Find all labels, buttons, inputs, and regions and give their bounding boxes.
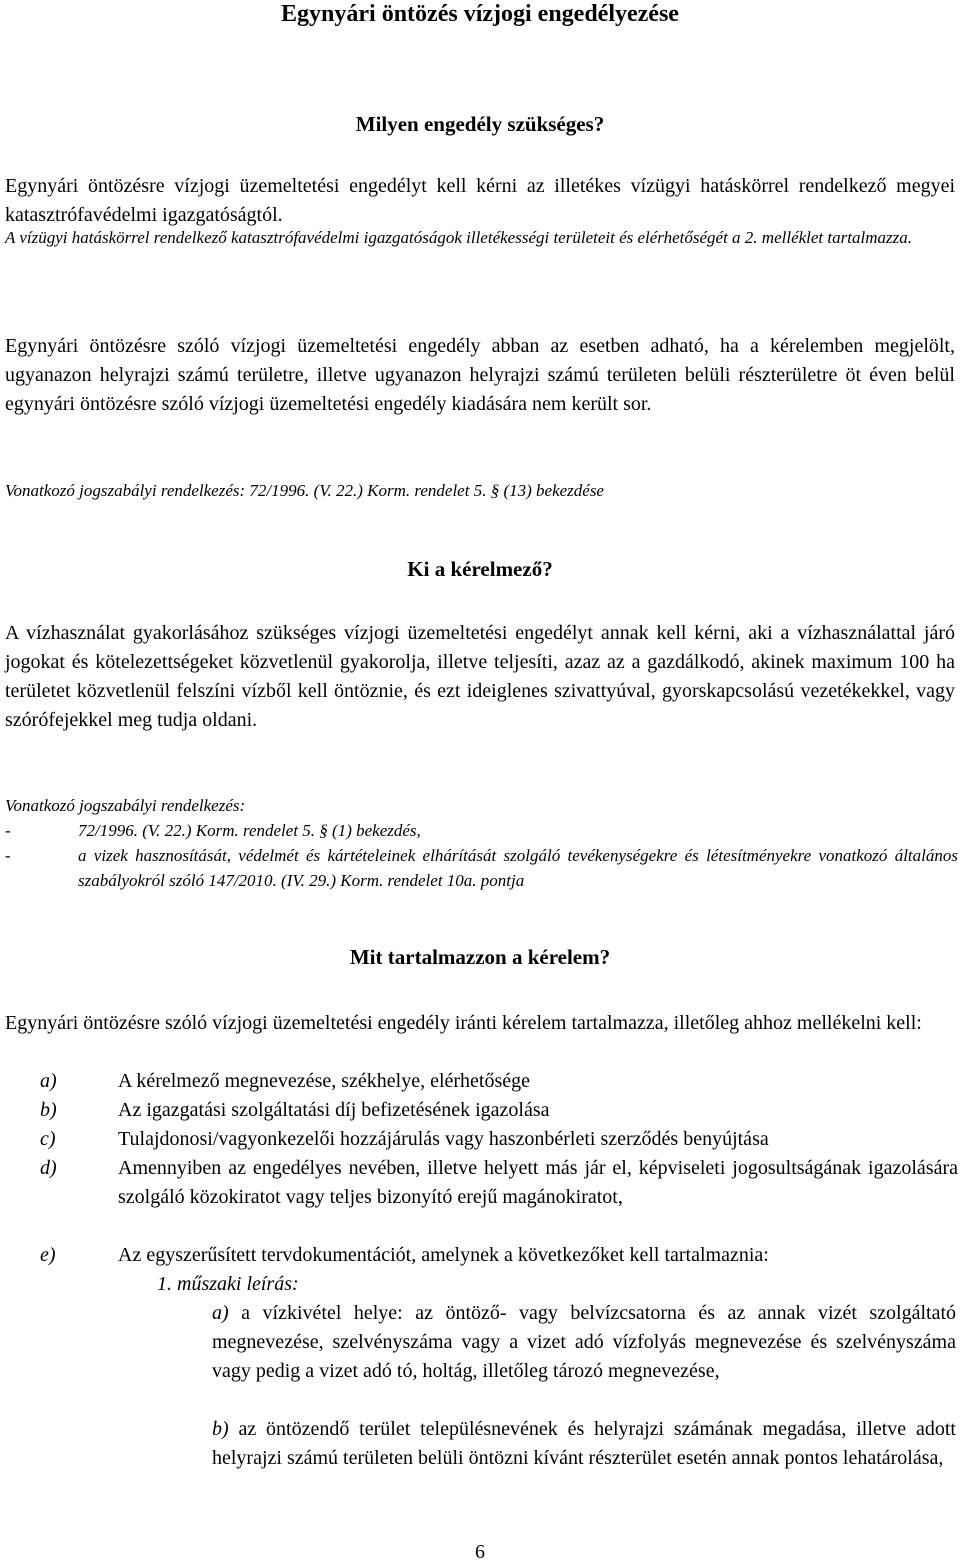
list-item-text: Az igazgatási szolgáltatási díj befizetésének igazolása <box>118 1099 550 1121</box>
sub-list-item <box>212 1299 956 1386</box>
list-item-label: e) <box>40 1244 56 1266</box>
list-item-label: a) <box>40 1070 57 1092</box>
dash-bullet: - <box>5 846 11 865</box>
paragraph-annex-note: A vízügyi hatáskörrel rendelkező katasztrófavédelmi igazgatóságok illetékességi területeit és elérhetőségét a 2. melléklet tartalmazza. <box>5 228 912 247</box>
sub-list-item-text: az öntözendő terület településnevének és helyrajzi számának megadása, illetve adott helyrajzi számú területen belüli öntözni kívánt részterület esetén annak pontos lehatárolása, <box>212 1418 956 1469</box>
sub-list-item-text: a vízkivétel helye: az öntöző- vagy belvízcsatorna és az annak vizét szolgáltató megnevezése, szelvényszáma vagy a vizet adó vízfolyás megnevezése és szelvényszáma vagy pedig a vizet adó tó, holtág, illetőleg tározó megnevezése, <box>212 1302 956 1382</box>
paragraph-applicant: A vízhasználat gyakorlásához szükséges vízjogi üzemeltetési engedélyt annak kell kérni, aki a vízhasználattal járó jogokat és kötelezettségeket közvetlenül gyakorolja, illetve teljesíti, azaz az a gazdálkodó, akinek maximum 100 ha területet közvetlenül felszíni vízből kell öntöznie, és ezt ideiglenes szivattyúval, gyorskapcsolású vezetékekkel, vagy szórófejekkel meg tudja oldani. <box>5 622 955 731</box>
list-item-label: b) <box>40 1099 57 1121</box>
paragraph-permit-condition: Egynyári öntözésre szóló vízjogi üzemeltetési engedély abban az esetben adható, ha a kérelemben megjelölt, ugyanazon helyrajzi számú területre, illetve ugyanazon helyrajzi számú területen belüli részterületre öt éven belül egynyári öntözésre szóló vízjogi üzemeltetési engedély kiadására nem került sor. <box>5 335 955 415</box>
sub-list-item-label: a) <box>212 1302 242 1324</box>
section-heading-contents: Mit tartalmazzon a kérelem? <box>349 945 611 969</box>
legal-reference-item <box>5 818 955 843</box>
list-item-text: Amennyiben az engedélyes nevében, illetve helyett más jár el, képviseleti jogosultságának igazolására szolgáló közokiratot vagy teljes bizonyító erejű magánokiratot, <box>118 1157 958 1208</box>
legal-reference: Vonatkozó jogszabályi rendelkezés: 72/1996. (V. 22.) Korm. rendelet 5. § (13) bekezdése <box>5 481 604 500</box>
page-number: 6 <box>475 1541 485 1563</box>
sub-heading-technical-description: 1. műszaki leírás: <box>157 1273 299 1295</box>
list-item-label: d) <box>40 1157 57 1179</box>
dash-bullet: - <box>5 821 11 840</box>
legal-reference-label: Vonatkozó jogszabályi rendelkezés: <box>5 796 246 815</box>
section-heading-applicant: Ki a kérelmező? <box>407 557 553 581</box>
document-title: Egynyári öntözés vízjogi engedélyezése <box>281 1 679 27</box>
list-item-text: Tulajdonosi/vagyonkezelői hozzájárulás vagy haszonbérleti szerződés benyújtása <box>118 1128 769 1150</box>
list-item-label: c) <box>40 1128 56 1150</box>
legal-reference-item <box>5 843 958 893</box>
legal-reference-text: a vizek hasznosítását, védelmét és kártételeinek elhárítását szolgáló tevékenységekre és létesítményekre vonatkozó általános szabályokról szóló 147/2010. (IV. 29.) Korm. rendelet 10a. pontja <box>78 846 958 890</box>
list-item-text: Az egyszerűsített tervdokumentációt, amelynek a következőket kell tartalmaznia: <box>118 1244 769 1266</box>
sub-list-item <box>212 1415 956 1473</box>
paragraph-permit-authority: Egynyári öntözésre vízjogi üzemeltetési engedélyt kell kérni az illetékes vízügyi hatáskörrel rendelkező megyei katasztrófavédelmi igazgatóságtól. <box>5 175 955 226</box>
legal-reference-text: 72/1996. (V. 22.) Korm. rendelet 5. § (1) bekezdés, <box>78 821 421 840</box>
paragraph-contents-intro: Egynyári öntözésre szóló vízjogi üzemeltetési engedély iránti kérelem tartalmazza, illetőleg ahhoz mellékelni kell: <box>5 1012 922 1034</box>
sub-list-item-label: b) <box>212 1418 239 1440</box>
list-item-text: A kérelmező megnevezése, székhelye, elérhetősége <box>118 1070 531 1092</box>
section-heading-permit: Milyen engedély szükséges? <box>355 112 605 136</box>
